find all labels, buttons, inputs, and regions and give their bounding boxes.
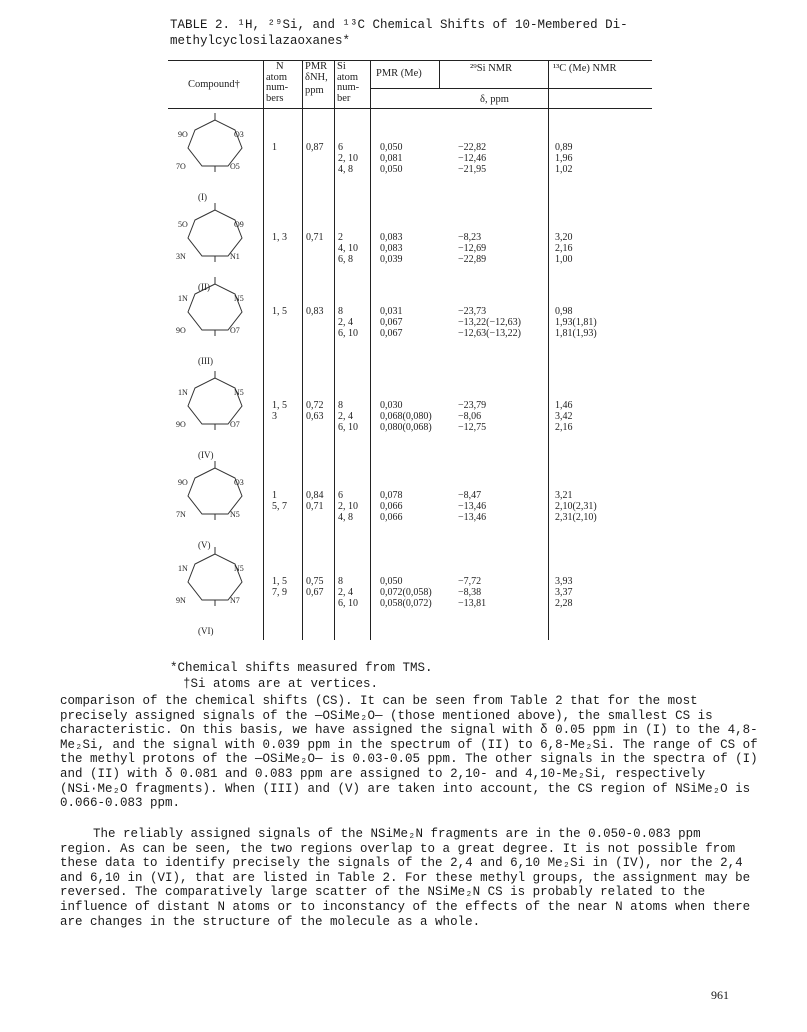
table-cell-pmr: 0,050 0,081 0,050 xyxy=(380,142,403,175)
table-cell-pmr: 0,078 0,066 0,066 xyxy=(380,490,403,523)
table-cell-n: 1, 5 7, 9 xyxy=(272,576,287,598)
atom-label: O9 xyxy=(234,220,244,229)
compound-label: (V) xyxy=(198,540,211,550)
header-unit: δ, ppm xyxy=(480,94,509,105)
atom-label: 7N xyxy=(176,510,186,519)
compound-label: (VI) xyxy=(198,626,214,636)
atom-label: 1N xyxy=(178,294,188,303)
table-cell-c: 3,20 2,16 1,00 xyxy=(555,232,573,265)
atom-label: N1 xyxy=(230,252,240,261)
table-cell-pmr: 0,031 0,067 0,067 xyxy=(380,306,403,339)
table-cell-nh: 0,72 0,63 xyxy=(306,400,324,422)
body-paragraph-2: The reliably assigned signals of the NSiMe₂N fragments are in the 0.050-0.083 ppm region. As can be seen, the two regions overlap to a great degree. It is not possible from these data to identify precisely the signals of the 2,4 and 6,10 Me₂Si in (IV), nor the 2,4 and 6,10 in (VI), that are listed in Table 2. For these methyl groups, the assignment may be reversed. The comparatively large scatter of the NSiMe₂N CS is probably related to the influence of distant N atoms or to inconstancy of the effects of the near N atoms when there are changes in the structure of the molecule as a whole. xyxy=(60,827,751,929)
table-cell-sinmr: −23,73 −13,22(−12,63) −12,63(−13,22) xyxy=(458,306,521,339)
col-rule-5 xyxy=(439,60,440,88)
atom-label: N5 xyxy=(230,510,240,519)
col-rule-6 xyxy=(548,60,549,640)
table-cell-nh: 0,84 0,71 xyxy=(306,490,324,512)
table-title-line2: methylcyclosilazaoxanes* xyxy=(170,34,351,48)
table-cell-c: 3,21 2,10(2,31) 2,31(2,10) xyxy=(555,490,597,523)
atom-label: 9N xyxy=(176,596,186,605)
page-number: 961 xyxy=(711,988,729,1002)
table-cell-si: 6 2, 10 4, 8 xyxy=(338,490,358,523)
table-cell-si: 2 4, 10 6, 8 xyxy=(338,232,358,265)
col-rule-2 xyxy=(302,60,303,640)
compound-label: (III) xyxy=(198,356,213,366)
table-cell-c: 0,89 1,96 1,02 xyxy=(555,142,573,175)
atom-label: O7 xyxy=(230,420,240,429)
table-cell-si: 8 2, 4 6, 10 xyxy=(338,400,358,433)
header-pmr-me: PMR (Me) xyxy=(376,68,422,79)
table-subheader-rule xyxy=(370,88,652,89)
note-star: *Chemical shifts measured from TMS. xyxy=(170,661,433,675)
table-cell-nh: 0,87 xyxy=(306,142,324,153)
table-cell-n: 1, 3 xyxy=(272,232,287,243)
atom-label: N5 xyxy=(234,388,244,397)
table-cell-si: 8 2, 4 6, 10 xyxy=(338,576,358,609)
header-pmr-nh-line: ppm xyxy=(305,85,324,96)
table-cell-c: 0,98 1,93(1,81) 1,81(1,93) xyxy=(555,306,597,339)
atom-label: 9O xyxy=(178,478,188,487)
table-cell-n: 1, 5 3 xyxy=(272,400,287,422)
header-si-atom xyxy=(337,62,359,104)
atom-label: O3 xyxy=(234,478,244,487)
atom-label: 7O xyxy=(176,162,186,171)
header-si-nmr: ²⁹Si NMR xyxy=(470,63,513,74)
header-pmr-nh-line: PMR xyxy=(305,61,328,72)
header-pmr-nh-line: δNH, xyxy=(305,71,328,83)
table-cell-nh: 0,75 0,67 xyxy=(306,576,324,598)
atom-label: O7 xyxy=(230,326,240,335)
atom-label: N7 xyxy=(230,596,240,605)
table-cell-sinmr: −8,47 −13,46 −13,46 xyxy=(458,490,487,523)
compound-label: (II) xyxy=(198,282,210,292)
col-rule-1 xyxy=(263,60,264,640)
atom-label: 1N xyxy=(178,564,188,573)
header-n-atom-line: bers xyxy=(266,92,284,104)
ring-structure xyxy=(176,284,250,364)
atom-label: O5 xyxy=(230,162,240,171)
atom-label: 5O xyxy=(178,220,188,229)
header-si-atom-line: Si xyxy=(337,61,346,72)
header-si-atom-line: atom xyxy=(337,71,358,83)
table-top-rule xyxy=(168,60,652,61)
atom-label: 9O xyxy=(176,420,186,429)
table-cell-sinmr: −7,72 −8,38 −13,81 xyxy=(458,576,487,609)
table-cell-c: 3,93 3,37 2,28 xyxy=(555,576,573,609)
atom-label: 1N xyxy=(178,388,188,397)
atom-label: 9O xyxy=(178,130,188,139)
table-cell-pmr: 0,050 0,072(0,058) 0,058(0,072) xyxy=(380,576,432,609)
table-cell-pmr: 0,030 0,068(0,080) 0,080(0,068) xyxy=(380,400,432,433)
table-title xyxy=(170,17,690,49)
table-header-rule xyxy=(168,108,652,109)
table-cell-sinmr: −23,79 −8,06 −12,75 xyxy=(458,400,487,433)
compound-label: (I) xyxy=(198,192,207,202)
table-cell-n: 1 5, 7 xyxy=(272,490,287,512)
atom-label: 9O xyxy=(176,326,186,335)
table-cell-sinmr: −22,82 −12,46 −21,95 xyxy=(458,142,487,175)
table-cell-sinmr: −8,23 −12,69 −22,89 xyxy=(458,232,487,265)
header-c-nmr: ¹³C (Me) NMR xyxy=(553,63,617,74)
header-compound: Compound† xyxy=(188,79,240,90)
ring-structure xyxy=(176,554,250,634)
header-pmr-nh xyxy=(305,62,328,97)
table-cell-si: 6 2, 10 4, 8 xyxy=(338,142,358,175)
table-title-line1: TABLE 2. ¹H, ²⁹Si, and ¹³C Chemical Shifts of 10-Membered Di- xyxy=(170,18,628,32)
atom-label: N5 xyxy=(234,294,244,303)
atom-label: 3N xyxy=(176,252,186,261)
compound-label: (IV) xyxy=(198,450,214,460)
data-table xyxy=(168,60,652,640)
table-cell-pmr: 0,083 0,083 0,039 xyxy=(380,232,403,265)
header-si-atom-line: num- xyxy=(337,82,360,93)
ring-structure xyxy=(176,120,250,200)
header-n-atom-line: N xyxy=(276,61,284,72)
atom-label: N5 xyxy=(234,564,244,573)
table-cell-nh: 0,83 xyxy=(306,306,324,317)
header-n-atom-line: num- xyxy=(266,82,289,93)
col-rule-3 xyxy=(334,60,335,640)
atom-label: O3 xyxy=(234,130,244,139)
note-dagger: †Si atoms are at vertices. xyxy=(183,677,379,691)
body-paragraph-1: comparison of the chemical shifts (CS). It can be seen from Table 2 that for the most precisely assigned signals of the —OSiMe₂O— (those mentioned above), the smallest CS is characteristic. On this basis, we have assigned the signal with δ 0.05 ppm in (I) to the 4,8-Me₂Si, and the signal with 0.039 ppm in the spectrum of (II) to 6,8-Me₂Si. The range of CS of the methyl protons of the —OSiMe₂O— is 0.03-0.05 ppm. The other signals in the spectra of (I) and (II) with δ 0.081 and 0.083 ppm are assigned to 2,10- and 4,10-Me₂Si, respectively (NSi·Me₂O fragments). When (III) and (V) are taken into account, the CS region of NSiMe₂O is 0.066-0.083 ppm. xyxy=(60,694,758,811)
table-cell-c: 1,46 3,42 2,16 xyxy=(555,400,573,433)
header-n-atom-line: atom xyxy=(266,71,287,83)
table-cell-n: 1, 5 xyxy=(272,306,287,317)
table-cell-nh: 0,71 xyxy=(306,232,324,243)
header-si-atom-line: ber xyxy=(337,92,351,104)
table-notes xyxy=(170,660,433,692)
table-cell-n: 1 xyxy=(272,142,277,153)
ring-structure xyxy=(176,468,250,548)
ring-structure xyxy=(176,378,250,458)
header-n-atom xyxy=(266,62,288,104)
col-rule-4 xyxy=(370,60,371,640)
table-cell-si: 8 2, 4 6, 10 xyxy=(338,306,358,339)
